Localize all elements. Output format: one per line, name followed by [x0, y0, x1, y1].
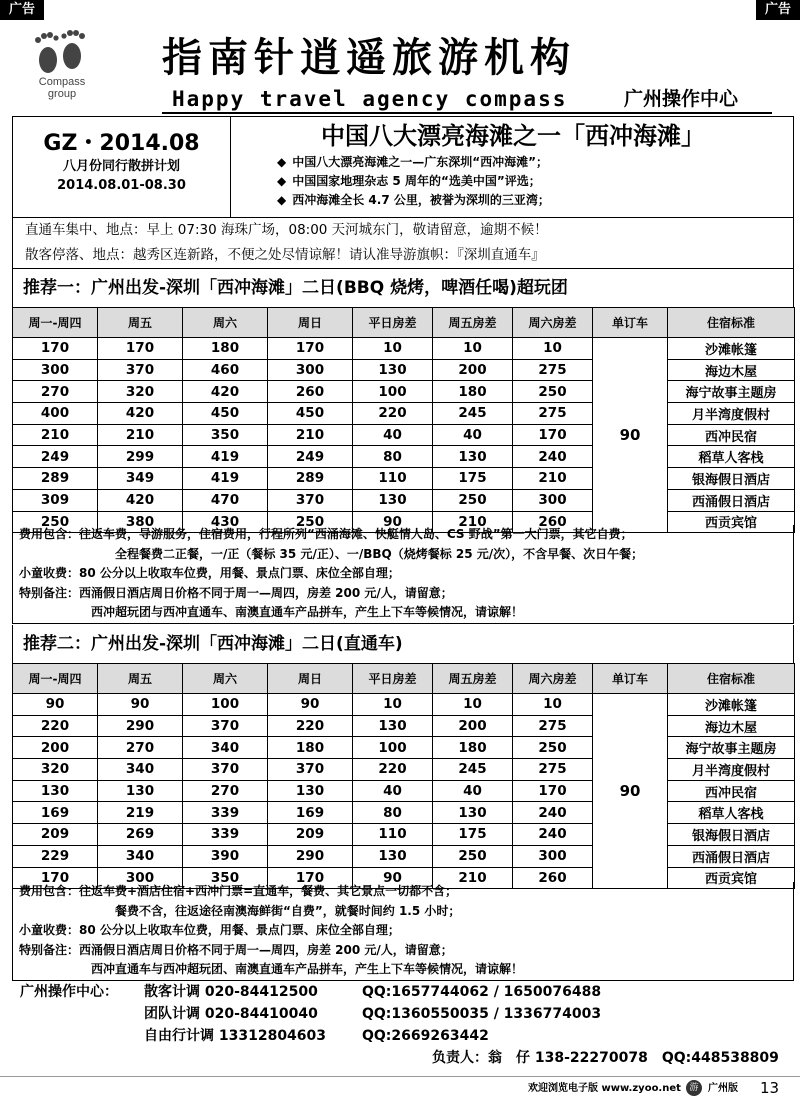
schedule-code: GZ・2014.08 — [43, 131, 200, 156]
hotel-cell: 西冲民宿 — [668, 424, 795, 446]
price-cell: 10 — [353, 338, 433, 360]
price-cell: 175 — [433, 824, 513, 846]
diamond-bullet-icon: ◆ — [277, 155, 287, 169]
price-cell: 250 — [433, 489, 513, 511]
price-cell: 210 — [513, 468, 593, 490]
hotel-cell: 沙滩帐篷 — [668, 338, 795, 360]
price-cell: 40 — [433, 424, 513, 446]
column-header: 周六 — [183, 664, 268, 694]
price-cell: 340 — [183, 737, 268, 759]
contact-group: 团队计调 020-84410040 — [144, 1006, 318, 1022]
table-row — [13, 424, 795, 446]
column-header: 周五 — [98, 664, 183, 694]
price-cell: 300 — [268, 359, 353, 381]
note-line: 小童收费：80 公分以上收取车位费，用餐、景点门票、床位全部自理； — [19, 566, 400, 580]
price-cell: 420 — [183, 381, 268, 403]
price-cell: 250 — [433, 845, 513, 867]
price-cell: 210 — [268, 424, 353, 446]
price-cell: 460 — [183, 359, 268, 381]
price-cell: 450 — [183, 403, 268, 425]
price-cell: 349 — [98, 468, 183, 490]
rec1-price-table — [12, 307, 795, 533]
price-cell: 90 — [353, 867, 433, 889]
info-box — [12, 116, 794, 218]
price-cell: 200 — [13, 737, 98, 759]
hotel-cell: 西贡宾馆 — [668, 867, 795, 889]
rec2-price-table — [12, 663, 795, 889]
hotel-cell: 月半湾度假村 — [668, 403, 795, 425]
diamond-bullet-icon: ◆ — [277, 193, 287, 207]
price-cell: 245 — [433, 403, 513, 425]
price-cell: 390 — [183, 845, 268, 867]
price-cell: 90 — [268, 694, 353, 716]
column-header: 周日 — [268, 664, 353, 694]
footer-website: 欢迎浏览电子版 www.zyoo.net — [528, 1083, 681, 1094]
price-cell: 220 — [268, 715, 353, 737]
column-header: 单订车 — [593, 308, 668, 338]
price-cell: 10 — [433, 694, 513, 716]
price-cell: 175 — [433, 468, 513, 490]
bullet-item: ◆ 中国国家地理杂志 5 周年的“选美中国”评选； — [277, 174, 541, 188]
hotel-cell: 沙滩帐篷 — [668, 694, 795, 716]
column-header: 住宿标准 — [668, 308, 795, 338]
price-cell: 130 — [353, 845, 433, 867]
table-row — [13, 694, 795, 716]
price-cell: 169 — [268, 802, 353, 824]
price-cell: 270 — [98, 737, 183, 759]
price-cell: 130 — [268, 780, 353, 802]
operation-center-label: 广州操作中心 — [624, 88, 739, 110]
pickup-info: 直通车集中、地点：早上 07:30 海珠广场，08:00 天河城东门，敬请留意，逾期不候！ — [25, 222, 548, 238]
contact-center-label: 广州操作中心： — [20, 984, 118, 1000]
price-cell: 170 — [268, 867, 353, 889]
table-row — [13, 845, 795, 867]
rec1-title: 推荐一：广州出发-深圳「西冲海滩」二日(BBQ 烧烤，啤酒任喝)超玩团 — [12, 269, 794, 307]
hotel-cell: 月半湾度假村 — [668, 759, 795, 781]
single-car-price: 90 — [593, 338, 668, 533]
page-number: 13 — [760, 1079, 780, 1097]
price-cell: 209 — [13, 824, 98, 846]
price-cell: 250 — [513, 737, 593, 759]
price-cell: 275 — [513, 715, 593, 737]
hotel-cell: 西涌假日酒店 — [668, 489, 795, 511]
price-cell: 90 — [13, 694, 98, 716]
column-header: 单订车 — [593, 664, 668, 694]
headline-area — [233, 117, 793, 210]
price-cell: 300 — [513, 845, 593, 867]
price-cell: 229 — [13, 845, 98, 867]
table-row — [13, 338, 795, 360]
price-cell: 250 — [268, 511, 353, 533]
price-cell: 210 — [98, 424, 183, 446]
price-cell: 10 — [353, 694, 433, 716]
price-cell: 339 — [183, 802, 268, 824]
contact-free-travel: 自由行计调 13312804603 — [144, 1028, 327, 1044]
hotel-cell: 海宁故事主题房 — [668, 381, 795, 403]
price-cell: 40 — [433, 780, 513, 802]
price-cell: 180 — [183, 338, 268, 360]
diamond-bullet-icon: ◆ — [277, 174, 287, 188]
price-cell: 130 — [353, 359, 433, 381]
price-cell: 370 — [183, 715, 268, 737]
price-cell: 240 — [513, 802, 593, 824]
schedule-subtitle: 八月份同行散拼计划 — [62, 159, 180, 174]
table-row — [13, 359, 795, 381]
contact-group-qq: QQ:1360550035 / 1336774003 — [362, 1006, 602, 1022]
contact-free-travel-qq: QQ:2669263442 — [362, 1028, 489, 1044]
price-cell: 275 — [513, 403, 593, 425]
price-cell: 340 — [98, 845, 183, 867]
price-cell: 289 — [268, 468, 353, 490]
price-cell: 80 — [353, 802, 433, 824]
price-cell: 300 — [98, 867, 183, 889]
price-cell: 260 — [513, 511, 593, 533]
contact-individual-qq: QQ:1657744062 / 1650076488 — [362, 984, 602, 1000]
rec2-title: 推荐二：广州出发-深圳「西冲海滩」二日(直通车) — [12, 625, 794, 663]
price-cell: 90 — [98, 694, 183, 716]
hotel-cell: 西涌假日酒店 — [668, 845, 795, 867]
hotel-cell: 稻草人客栈 — [668, 446, 795, 468]
price-cell: 370 — [268, 489, 353, 511]
price-cell: 210 — [13, 424, 98, 446]
price-cell: 289 — [13, 468, 98, 490]
price-cell: 270 — [13, 381, 98, 403]
price-cell: 320 — [13, 759, 98, 781]
price-cell: 10 — [513, 338, 593, 360]
price-cell: 170 — [268, 338, 353, 360]
price-cell: 400 — [13, 403, 98, 425]
price-cell: 200 — [433, 359, 513, 381]
price-cell: 210 — [433, 511, 513, 533]
price-cell: 420 — [98, 489, 183, 511]
table-row — [13, 381, 795, 403]
price-cell: 339 — [183, 824, 268, 846]
schedule-summary — [13, 117, 231, 217]
price-cell: 419 — [183, 468, 268, 490]
column-header: 周五房差 — [433, 308, 513, 338]
footer-edition: 广州版 — [708, 1083, 738, 1094]
column-header: 周五房差 — [433, 664, 513, 694]
note-line: 特别备注：西涌假日酒店周日价格不同于周一—周四，房差 200 元/人，请留意； — [19, 585, 453, 600]
price-cell: 420 — [98, 403, 183, 425]
schedule-dates: 2014.08.01-08.30 — [57, 178, 186, 193]
price-cell: 100 — [353, 381, 433, 403]
price-cell: 269 — [98, 824, 183, 846]
header-divider — [162, 112, 772, 114]
note-line: 小童收费：80 公分以上收取车位费，用餐、景点门票、床位全部自理； — [19, 923, 400, 937]
price-cell: 170 — [13, 338, 98, 360]
price-cell: 260 — [268, 381, 353, 403]
price-cell: 300 — [13, 359, 98, 381]
price-cell: 250 — [13, 511, 98, 533]
price-cell: 290 — [268, 845, 353, 867]
note-line: 费用包含：往返车费+酒店住宿+西冲门票=直通车，餐费、其它景点一切都不含； — [19, 884, 458, 898]
hotel-cell: 西贡宾馆 — [668, 511, 795, 533]
footer-logo-icon: 游 — [686, 1080, 702, 1096]
table-row — [13, 824, 795, 846]
ad-tag-left: 广告 — [0, 0, 44, 20]
price-cell: 260 — [513, 867, 593, 889]
price-cell: 200 — [433, 715, 513, 737]
brand-name-cn: 指南针逍遥旅游机构 — [162, 34, 576, 81]
dropoff-info: 散客停落、地点：越秀区连新路，不便之处尽情谅解！请认准导游旗帜：『深圳直通车』 — [25, 247, 545, 263]
price-cell: 300 — [513, 489, 593, 511]
table-row — [13, 446, 795, 468]
page-footer — [0, 1076, 800, 1100]
price-cell: 130 — [353, 489, 433, 511]
price-cell: 170 — [513, 424, 593, 446]
rec1-notes — [12, 525, 794, 624]
price-cell: 220 — [13, 715, 98, 737]
price-cell: 180 — [268, 737, 353, 759]
price-cell: 110 — [353, 468, 433, 490]
price-cell: 169 — [13, 802, 98, 824]
column-header: 周六房差 — [513, 308, 593, 338]
note-line: 全程餐费二正餐，一/正（餐标 35 元/正）、一/BBQ（烧烤餐标 25 元/次），不含早餐、次日午餐； — [115, 546, 644, 561]
note-line: 费用包含：往返车费，导游服务，住宿费用，行程所列“西涌海滩、快艇情人岛、CS 野战”第一大门票，其它自费； — [19, 527, 633, 541]
table-row — [13, 489, 795, 511]
column-header: 周一-周四 — [13, 664, 98, 694]
price-cell: 290 — [98, 715, 183, 737]
table-row — [13, 802, 795, 824]
price-cell: 180 — [433, 737, 513, 759]
price-cell: 130 — [433, 802, 513, 824]
price-cell: 219 — [98, 802, 183, 824]
price-cell: 340 — [98, 759, 183, 781]
price-cell: 250 — [513, 381, 593, 403]
price-cell: 210 — [433, 867, 513, 889]
ad-tag-right: 广告 — [756, 0, 800, 20]
price-cell: 249 — [13, 446, 98, 468]
column-header: 平日房差 — [353, 308, 433, 338]
footprints-logo-icon — [30, 30, 92, 74]
note-line: 西冲超玩团与西冲直通车、南澳直通车产品拼车，产生上下车等候情况，请谅解！ — [91, 605, 524, 619]
price-cell: 370 — [268, 759, 353, 781]
rec2-notes — [12, 882, 794, 981]
table-row — [13, 780, 795, 802]
table-row — [13, 715, 795, 737]
price-cell: 275 — [513, 759, 593, 781]
price-cell: 249 — [268, 446, 353, 468]
column-header: 周六 — [183, 308, 268, 338]
price-cell: 130 — [98, 780, 183, 802]
contact-manager: 负责人：翁 仔 138-22270078 QQ:448538809 — [432, 1050, 779, 1066]
meeting-info — [12, 217, 794, 269]
column-header: 周五 — [98, 308, 183, 338]
price-cell: 130 — [353, 715, 433, 737]
price-cell: 275 — [513, 359, 593, 381]
price-cell: 80 — [353, 446, 433, 468]
price-cell: 100 — [183, 694, 268, 716]
price-cell: 220 — [353, 403, 433, 425]
price-cell: 10 — [513, 694, 593, 716]
note-line: 餐费不含，往返途径南澳海鲜街“自费”，就餐时间约 1.5 小时； — [115, 903, 461, 918]
price-cell: 170 — [513, 780, 593, 802]
hotel-cell: 西冲民宿 — [668, 780, 795, 802]
price-cell: 380 — [98, 511, 183, 533]
price-cell: 10 — [433, 338, 513, 360]
logo-text: Compass group — [38, 76, 86, 100]
column-header: 周一-周四 — [13, 308, 98, 338]
price-cell: 170 — [13, 867, 98, 889]
column-header: 平日房差 — [353, 664, 433, 694]
price-cell: 419 — [183, 446, 268, 468]
price-cell: 350 — [183, 424, 268, 446]
table-row — [13, 759, 795, 781]
headline: 中国八大漂亮海滩之一「西冲海滩」 — [321, 121, 705, 150]
single-car-price: 90 — [593, 694, 668, 889]
price-cell: 220 — [353, 759, 433, 781]
bullet-item: ◆ 中国八大漂亮海滩之一—广东深圳“西冲海滩”； — [277, 155, 549, 169]
column-header: 周六房差 — [513, 664, 593, 694]
note-line: 特别备注：西涌假日酒店周日价格不同于周一—周四，房差 200 元/人，请留意； — [19, 942, 453, 957]
price-cell: 40 — [353, 424, 433, 446]
price-cell: 100 — [353, 737, 433, 759]
price-cell: 240 — [513, 824, 593, 846]
hotel-cell: 银海假日酒店 — [668, 824, 795, 846]
price-cell: 240 — [513, 446, 593, 468]
hotel-cell: 海边木屋 — [668, 715, 795, 737]
price-cell: 130 — [13, 780, 98, 802]
column-header: 住宿标准 — [668, 664, 795, 694]
price-cell: 299 — [98, 446, 183, 468]
price-cell: 130 — [433, 446, 513, 468]
table-row — [13, 468, 795, 490]
contact-individual: 散客计调 020-84412500 — [144, 984, 318, 1000]
hotel-cell: 稻草人客栈 — [668, 802, 795, 824]
contact-section — [12, 980, 794, 1070]
price-cell: 430 — [183, 511, 268, 533]
price-cell: 320 — [98, 381, 183, 403]
brand-header — [12, 22, 788, 114]
bullet-item: ◆ 西冲海滩全长 4.7 公里，被誉为深圳的三亚湾； — [277, 193, 550, 207]
price-cell: 309 — [13, 489, 98, 511]
price-cell: 370 — [98, 359, 183, 381]
note-line: 西冲直通车与西冲超玩团、南澳直通车产品拼车，产生上下车等候情况，请谅解！ — [91, 962, 524, 976]
price-cell: 170 — [98, 338, 183, 360]
price-cell: 40 — [353, 780, 433, 802]
price-cell: 180 — [433, 381, 513, 403]
hotel-cell: 海宁故事主题房 — [668, 737, 795, 759]
price-cell: 350 — [183, 867, 268, 889]
price-cell: 270 — [183, 780, 268, 802]
table-row — [13, 403, 795, 425]
brand-name-en: Happy travel agency compass — [172, 87, 568, 111]
price-cell: 90 — [353, 511, 433, 533]
price-cell: 470 — [183, 489, 268, 511]
hotel-cell: 银海假日酒店 — [668, 468, 795, 490]
table-row — [13, 737, 795, 759]
hotel-cell: 海边木屋 — [668, 359, 795, 381]
price-cell: 110 — [353, 824, 433, 846]
price-cell: 209 — [268, 824, 353, 846]
column-header: 周日 — [268, 308, 353, 338]
price-cell: 450 — [268, 403, 353, 425]
price-cell: 245 — [433, 759, 513, 781]
price-cell: 370 — [183, 759, 268, 781]
